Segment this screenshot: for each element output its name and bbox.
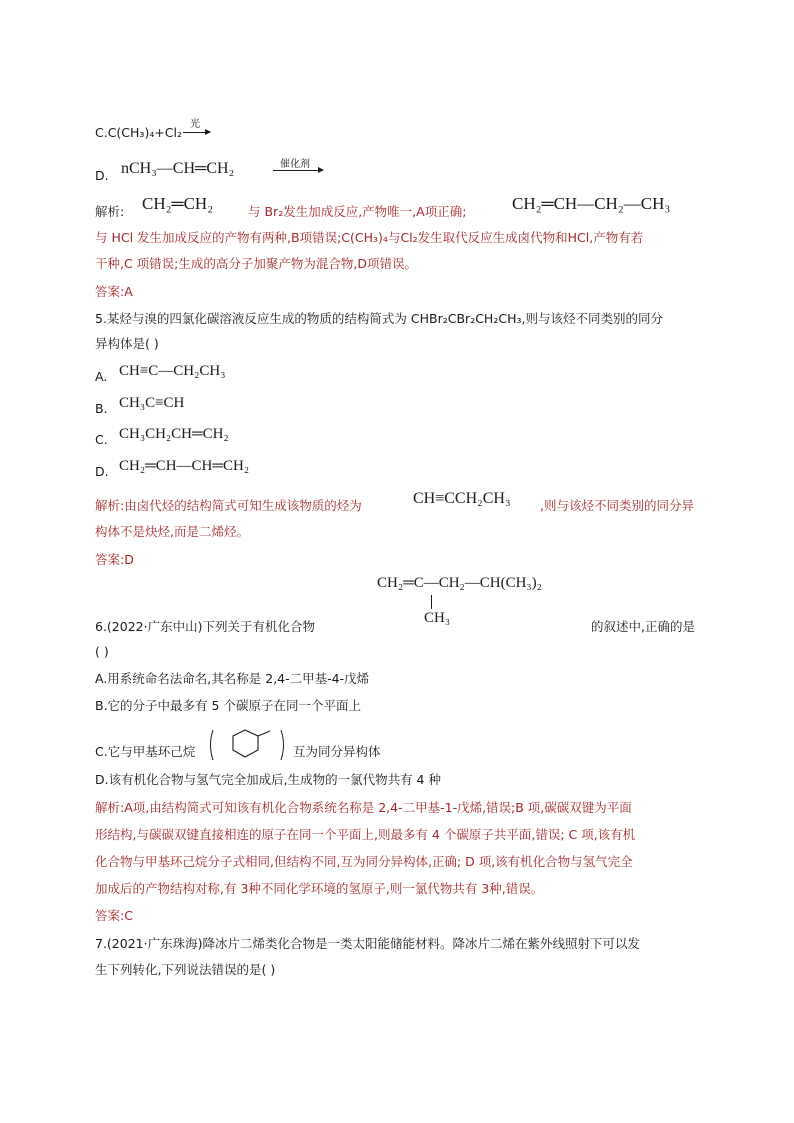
- structure-bond: [431, 595, 432, 609]
- explanation-text: 加成后的产物结构对称,有 3种不同化学环境的氢原子,则一氯代物共有 3种,错误。: [95, 881, 544, 896]
- question-stem: 生下列转化,下列说法错误的是( ): [95, 962, 276, 977]
- question-stem: 7.(2021·广东珠海)降冰片二烯类化合物是一类太阳能储能材料。降冰片二烯在紫外线照射下可以发: [95, 936, 640, 951]
- option-a: A.用系统命名法命名,其名称是 2,4-二甲基-4-戊烯: [95, 671, 370, 686]
- option-letter: B.: [95, 401, 108, 416]
- reaction-reactants: C(CH₃)₄+Cl₂: [107, 125, 183, 140]
- option-letter: D.: [95, 464, 109, 479]
- option-letter: A.: [95, 369, 108, 384]
- option-d: D.该有机化合物与氢气完全加成后,生成物的一氯代物共有 4 种: [95, 772, 441, 787]
- option-formula: CH≡C—CH₂CH₃: [119, 363, 226, 379]
- option-formula: CH₃CH₂CH═CH₂: [119, 426, 229, 442]
- explanation-text: 干种,C 项错误;生成的高分子加聚产物为混合物,D项错误。: [95, 256, 417, 271]
- jiexi-label: 解析:: [95, 204, 125, 219]
- question-stem: 异构体是( ): [95, 336, 159, 351]
- structure-main-chain: CH₂═C—CH₂—CH(CH₃)₂: [377, 575, 542, 591]
- formula-butyne: CH≡CCH₂CH₃: [413, 490, 511, 507]
- explanation-text: 形结构,与碳碳双键直接相连的原子在同一个平面上,则最多有 4 个碳原子共平面,错误; C 项,该有机: [95, 827, 636, 842]
- answer: 答案:C: [95, 908, 133, 923]
- option-letter: D.: [95, 168, 109, 183]
- arrow-label-catalyst: 催化剂: [280, 159, 310, 170]
- explanation-text: 构体不是炔烃,而是二烯烃。: [95, 524, 249, 539]
- question-stem: 的叙述中,正确的是: [591, 619, 695, 634]
- question-stem: 5.某烃与溴的四氯化碳溶液反应生成的物质的结构简式为 CHBr₂CBr₂CH₂CH₃,则与该烃不同类别的同分: [95, 311, 663, 326]
- answer: 答案:D: [95, 552, 134, 567]
- option-c: C.它与甲基环己烷: [95, 744, 196, 759]
- q4-option-c: [95, 124, 182, 142]
- explanation-text: 与 Br₂发生加成反应,产物唯一,A项正确;: [248, 204, 467, 219]
- answer: 答案:A: [95, 284, 133, 299]
- formula-ethene: CH₂═CH₂: [142, 194, 214, 213]
- explanation-text: 化合物与甲基环己烷分子式相同,但结构不同,互为同分异构体,正确; D 项,该有机化合物与氢气完全: [95, 854, 633, 869]
- explanation-text: 解析:由卤代烃的结构简式可知生成该物质的烃为: [95, 498, 362, 513]
- option-b: B.它的分子中最多有 5 个碳原子在同一个平面上: [95, 698, 361, 713]
- question-stem: 6.(2022·广东中山)下列关于有机化合物: [95, 619, 315, 634]
- option-formula: CH₂═CH—CH═CH₂: [119, 458, 250, 474]
- structure-branch: CH₃: [424, 610, 451, 626]
- formula-butene: CH₂═CH—CH₂—CH₃: [512, 194, 671, 213]
- methylcyclohexane-structure: [207, 727, 287, 763]
- option-c-text: 互为同分异构体: [293, 744, 381, 759]
- question-stem: ( ): [95, 644, 109, 659]
- reaction-arrow: [183, 132, 210, 133]
- explanation-text: ,则与该烃不同类别的同分异: [540, 498, 694, 513]
- reaction-arrow: [273, 170, 323, 171]
- option-letter: C.: [95, 432, 108, 447]
- explanation-text: 解析:A项,由结构简式可知该有机化合物系统名称是 2,4-二甲基-1-戊烯,错误;B 项,碳碳双键为平面: [95, 800, 632, 815]
- reaction-formula: nCH₃—CH═CH₂: [121, 160, 235, 177]
- option-formula: CH₃C≡CH: [119, 395, 185, 411]
- explanation-text: 与 HCl 发生加成反应的产物有两种,B项错误;C(CH₃)₄与Cl₂发生取代反应生成卤代物和HCl,产物有若: [95, 230, 644, 245]
- option-letter: C.: [95, 125, 108, 140]
- arrow-label-light: 光: [190, 119, 200, 130]
